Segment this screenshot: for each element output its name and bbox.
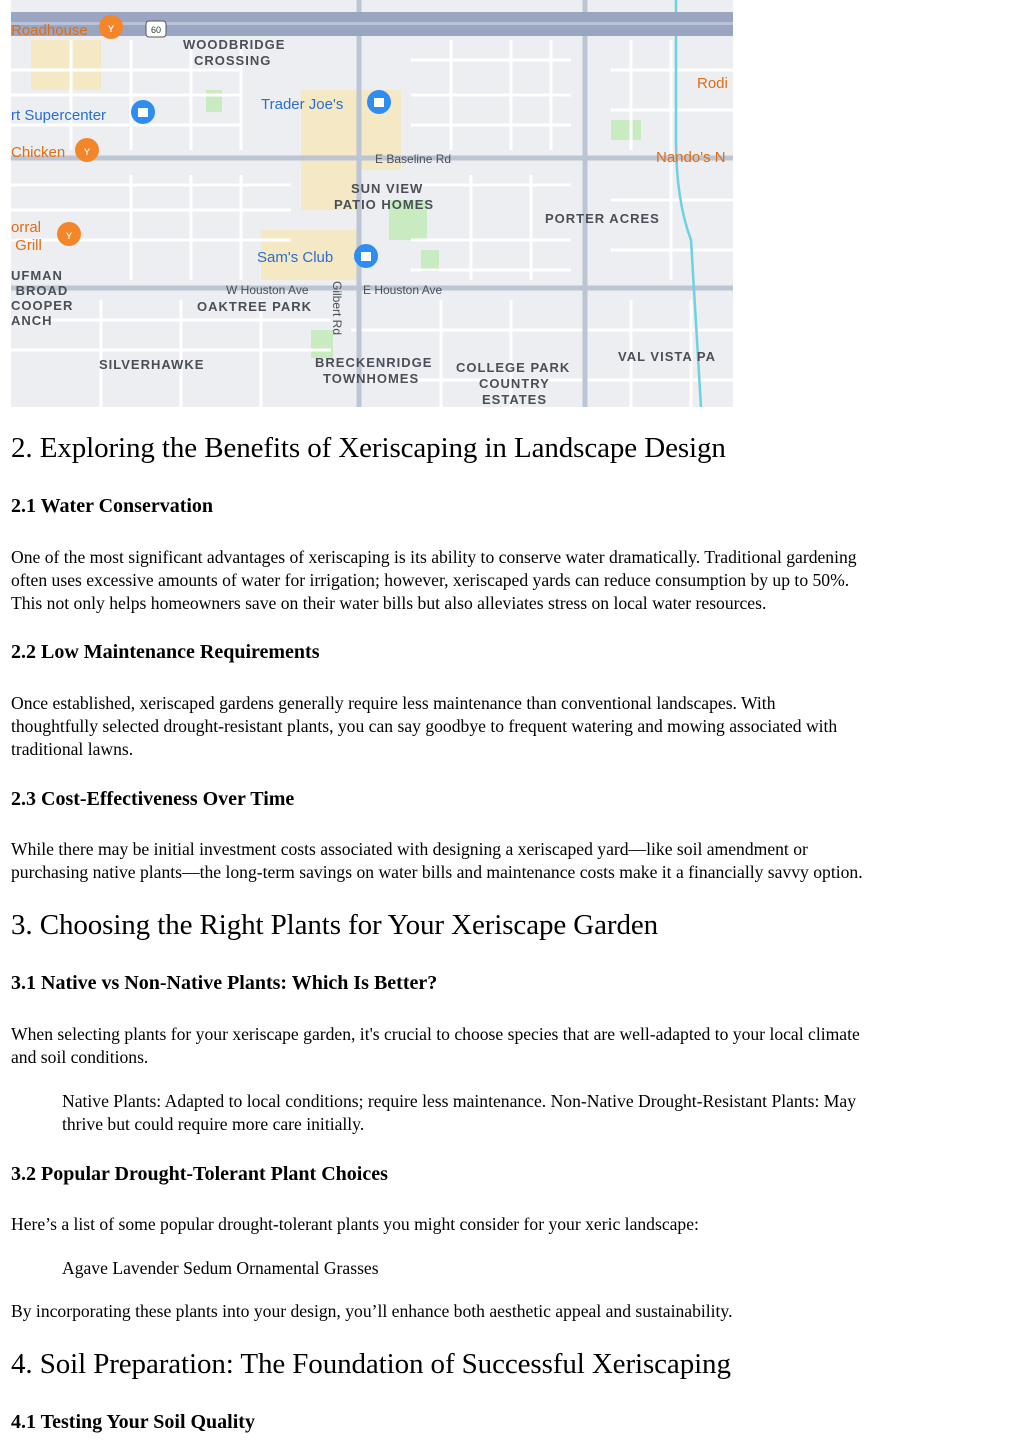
map-label-chicken: Chicken (11, 144, 66, 161)
restaurant-pin[interactable] (57, 222, 81, 246)
section-2-3-title: 2.3 Cost-Effectiveness Over Time (11, 788, 295, 810)
park (311, 330, 333, 358)
section-2-3-paragraph: While there may be initial investment costs associated with designing a xeriscaped yard—like soil amendment or purchasing native plants—the long-term savings on water bills and maintenance costs make it a financially savvy option. (11, 839, 863, 882)
shopping-pin[interactable] (131, 100, 155, 124)
map-label-roadhouse: Roadhouse (11, 22, 88, 39)
map-label-sams-club: Sam's Club (257, 249, 334, 266)
section-3-2-title: 3.2 Popular Drought-Tolerant Plant Choices (11, 1163, 388, 1185)
park (206, 90, 222, 112)
svg-text:ʏ: ʏ (107, 21, 115, 35)
section-2-2-title: 2.2 Low Maintenance Requirements (11, 641, 320, 663)
section-3-1-paragraph: When selecting plants for your xeriscape garden, it's crucial to choose species that are well-adapted to your local climate and soil conditions. (11, 1024, 860, 1067)
map-label-supercenter: rt Supercenter (11, 107, 107, 124)
restaurant-pin[interactable] (99, 15, 123, 39)
section-3-2-intro: Here’s a list of some popular drought-tolerant plants you might consider for your xeric landscape: (11, 1214, 699, 1234)
section-2-1-paragraph: One of the most significant advantages of xeriscaping is its ability to conserve water dramatically. Traditional gardening often uses excessive amounts of water for irrigation; however, xeriscaped yards can reduce consumption by up to 50%. This not only helps homeowners save on their water bills but also alleviates stress on local water resources. (11, 547, 857, 613)
section-4-1-title: 4.1 Testing Your Soil Quality (11, 1411, 255, 1433)
plant-list: Agave Lavender Sedum Ornamental Grasses (62, 1258, 379, 1278)
native-plants-quote: Native Plants: Adapted to local conditions; require less maintenance. Non-Native Drought-Resistant Plants: May thrive but could require more care initially. (62, 1091, 856, 1134)
section-2-heading: 2. Exploring the Benefits of Xeriscaping in Landscape Design (11, 432, 726, 464)
map-label-corral-grill: orral Grill (11, 219, 42, 254)
map-label-rodi: Rodi (697, 75, 728, 92)
commercial-area (31, 40, 101, 90)
shopping-pin[interactable] (367, 90, 391, 114)
map-label-gilbert-rd: Gilbert Rd (330, 281, 344, 336)
map-label-sun-view: SUN VIEW PATIO HOMES (334, 181, 435, 212)
section-3-2-outro: By incorporating these plants into your design, you’ll enhance both aesthetic appeal and sustainability. (11, 1301, 733, 1321)
map-label-val-vista: VAL VISTA PA (618, 349, 716, 364)
map-label-porter-acres: PORTER ACRES (545, 211, 660, 226)
map-image (11, 0, 733, 407)
map-label-woodbridge: WOODBRIDGE CROSSING (183, 37, 286, 68)
section-4-heading: 4. Soil Preparation: The Foundation of Successful Xeriscaping (11, 1348, 731, 1380)
map-label-trader-joes: Trader Joe's (261, 96, 344, 113)
map-label-college-park: COLLEGE PARK COUNTRY ESTATES (456, 360, 571, 407)
map-label-w-houston-ave: W Houston Ave (226, 283, 309, 297)
map-label-nandos: Nando's N (656, 149, 726, 166)
map-label-oaktree-park: OAKTREE PARK (197, 299, 313, 314)
shopping-pin[interactable] (354, 244, 378, 268)
restaurant-pin[interactable] (75, 138, 99, 162)
park (611, 120, 641, 140)
map-label-kaufman: UFMAN BROAD COOPER ANCH (11, 268, 74, 328)
section-3-heading: 3. Choosing the Right Plants for Your Xeriscape Garden (11, 909, 659, 941)
svg-text:ʏ: ʏ (83, 144, 91, 158)
highway-shield (146, 21, 166, 37)
section-3-1-title: 3.1 Native vs Non-Native Plants: Which Is Better? (11, 972, 438, 994)
svg-text:60: 60 (150, 25, 162, 35)
svg-text:ʏ: ʏ (65, 228, 73, 242)
map-label-baseline-rd: E Baseline Rd (375, 152, 452, 166)
map-label-breckenridge: BRECKENRIDGE TOWNHOMES (315, 355, 433, 386)
section-2-1-title: 2.1 Water Conservation (11, 495, 214, 517)
map-label-silverhawke: SILVERHAWKE (99, 357, 205, 372)
map-label-e-houston-ave: E Houston Ave (363, 283, 443, 297)
section-2-2-paragraph: Once established, xeriscaped gardens generally require less maintenance than conventional landscapes. With thoughtfully selected drought-resistant plants, you can say goodbye to frequent watering and mowing associated with traditional lawns. (11, 693, 838, 759)
